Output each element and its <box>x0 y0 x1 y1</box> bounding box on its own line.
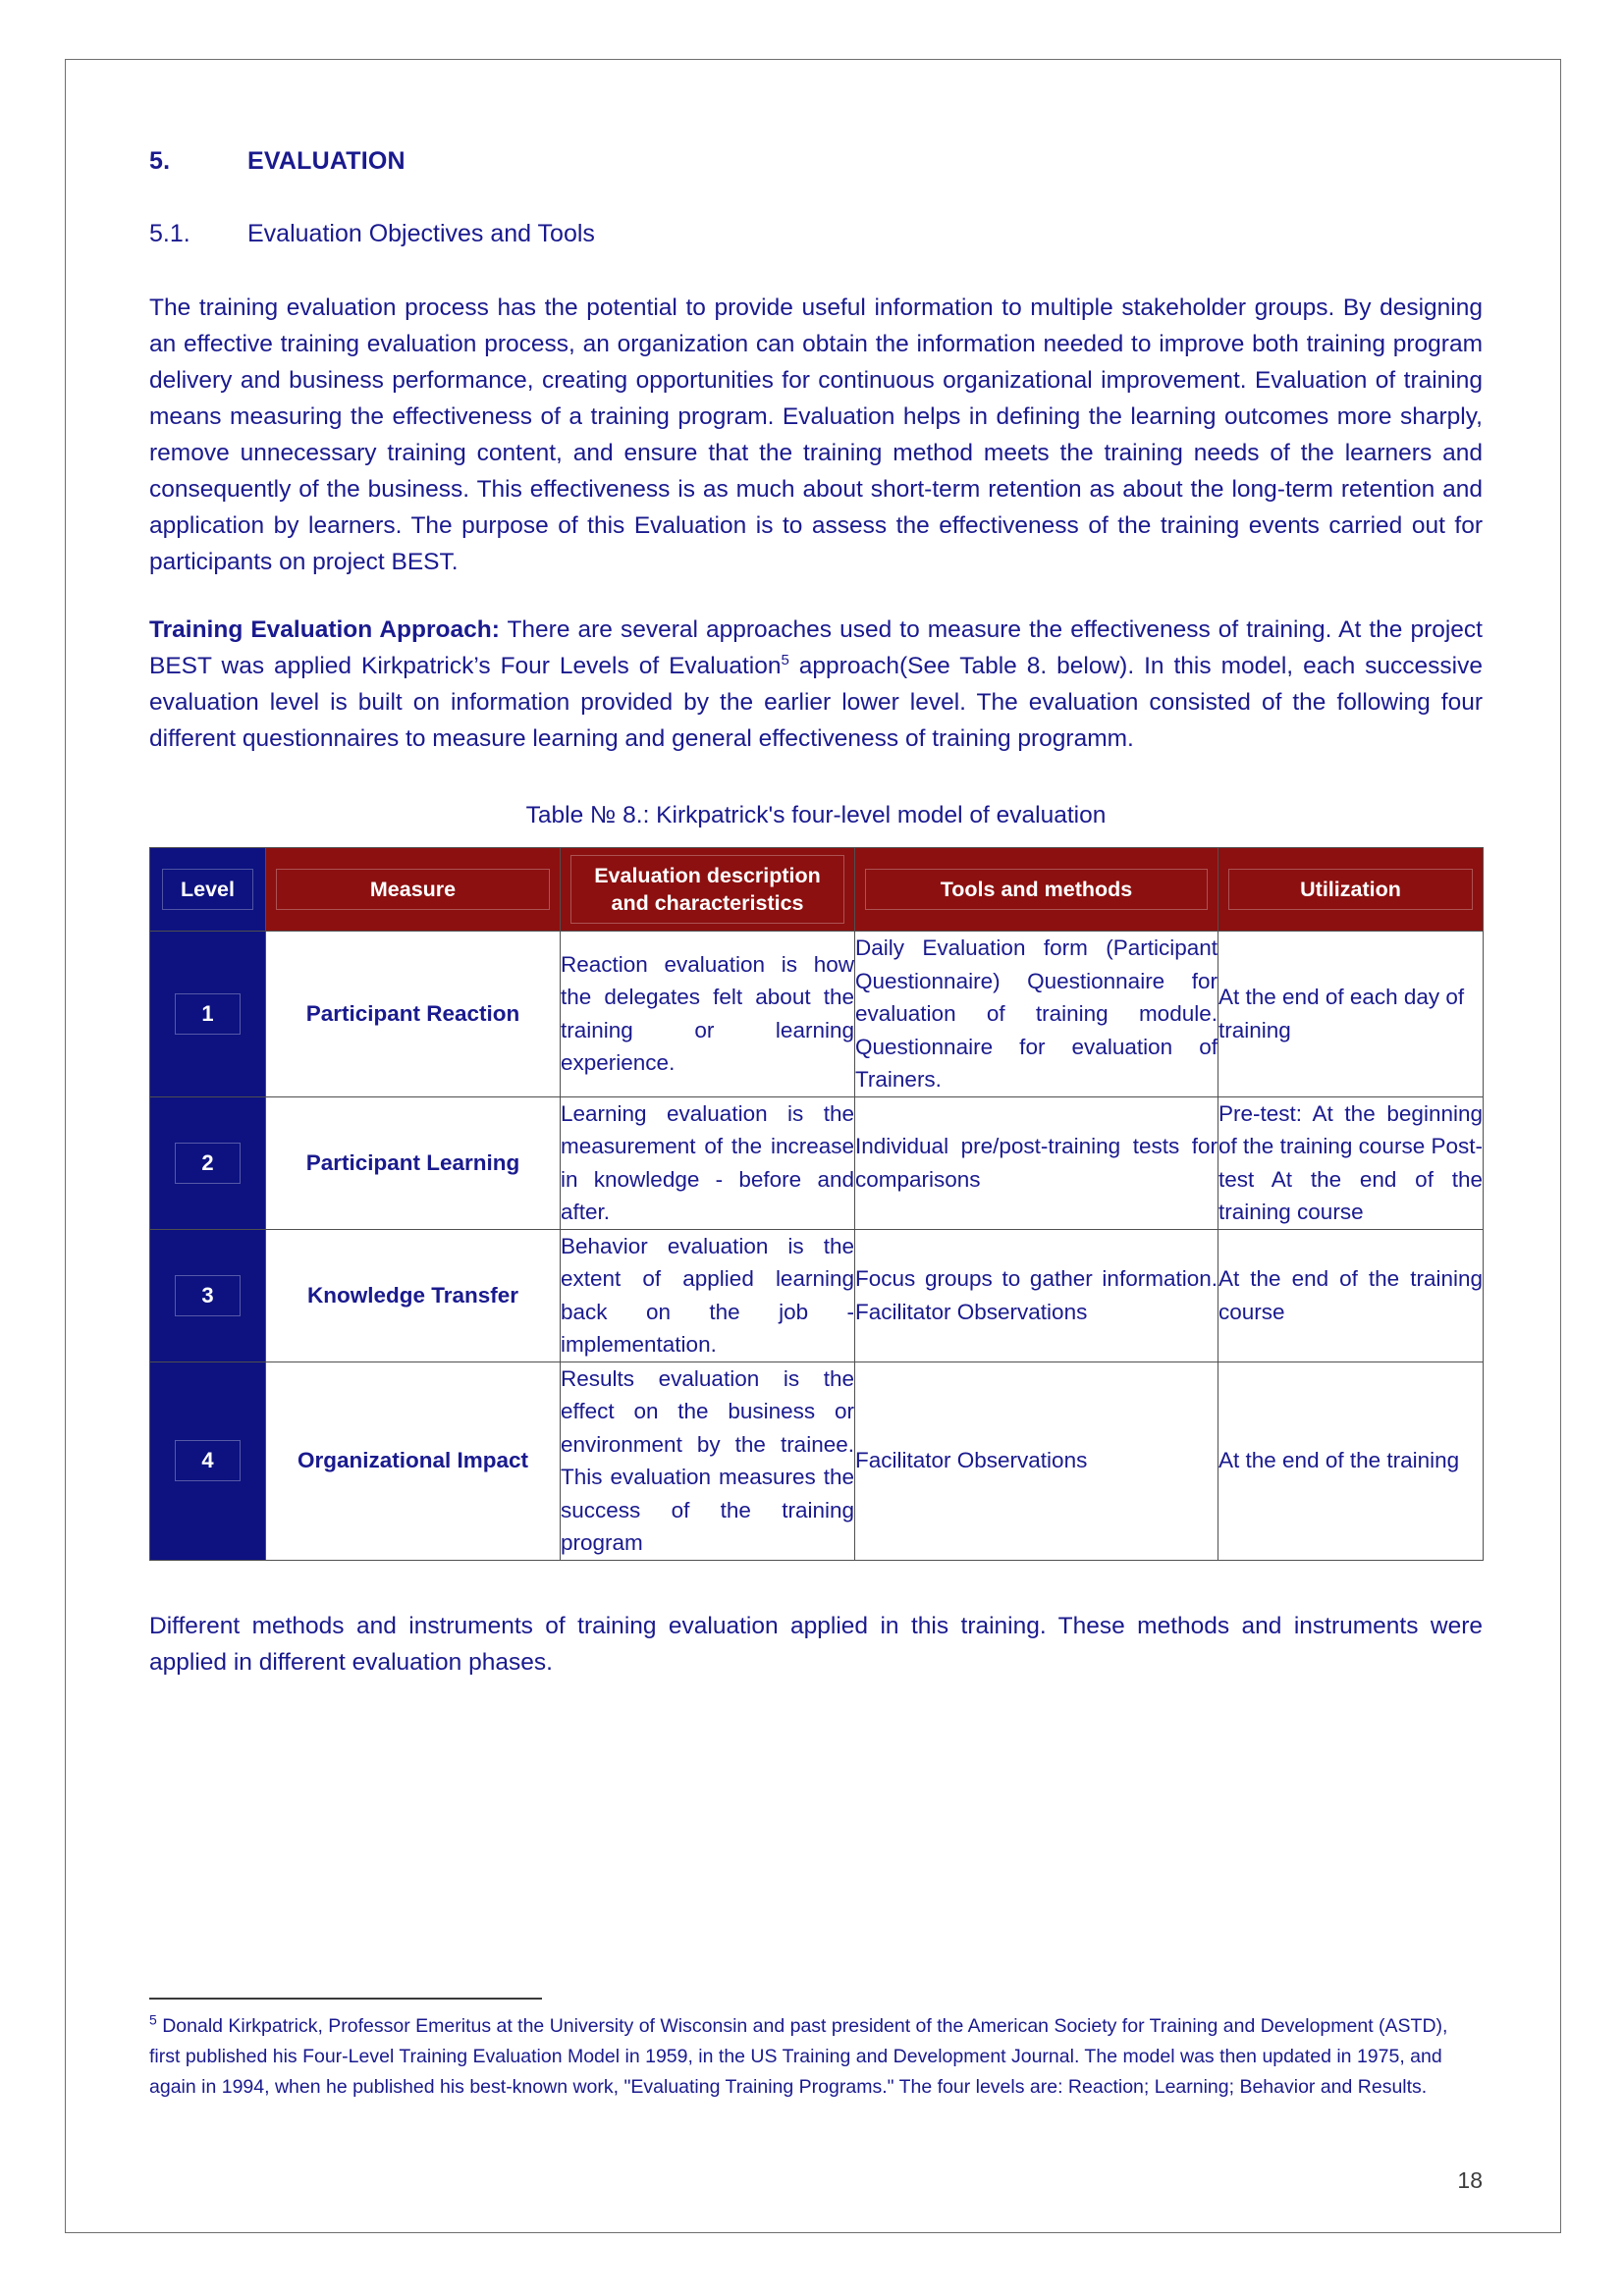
kirkpatrick-table <box>149 847 1484 1561</box>
description-header-line1: Evaluation description <box>594 864 821 887</box>
approach-label: Training Evaluation Approach: <box>149 616 500 643</box>
cell-tools: Individual pre/post-training tests for comparisons <box>855 1096 1218 1229</box>
footnote-separator <box>149 1998 542 2000</box>
cell-description: Reaction evaluation is how the delegates felt about the training or learning experience. <box>561 932 855 1097</box>
cell-description: Results evaluation is the effect on the business or environment by the trainee. This evaluation measures the success of the training program <box>561 1362 855 1560</box>
subsection-title: Evaluation Objectives and Tools <box>247 220 595 247</box>
table-row <box>150 1096 1484 1229</box>
table-row <box>150 932 1484 1097</box>
subsection-number: 5.1. <box>149 220 190 247</box>
column-header-description <box>561 848 855 932</box>
after-table-paragraph: Different methods and instruments of training evaluation applied in this training. These methods and instruments were applied in different evaluation phases. <box>149 1612 1483 1676</box>
page-content <box>149 147 1483 1712</box>
cell-tools: Daily Evaluation form (Participant Questionnaire) Questionnaire for evaluation of training module. Questionnaire for evaluation of Trainers. <box>855 932 1218 1097</box>
cell-tools: Focus groups to gather information. Facilitator Observations <box>855 1229 1218 1362</box>
cell-level: 1 <box>150 932 266 1097</box>
column-header-utilization: Utilization <box>1218 848 1484 932</box>
section-number: 5. <box>149 147 171 175</box>
cell-utilization: At the end of each day of training <box>1218 932 1484 1097</box>
footnote-body: Donald Kirkpatrick, Professor Emeritus at the University of Wisconsin and past president of the American Society for Training and Development (ASTD), first published his Four-Level Training Evaluation Model in 1959, in the US Training and Development Journal. The model was then updated in 1975, and again in 1994, when he published his best-known work, "Evaluating Training Programs." The four levels are: Reaction; Learning; Behavior and Results. <box>149 2015 1448 2098</box>
cell-level: 3 <box>150 1229 266 1362</box>
cell-level: 4 <box>150 1362 266 1560</box>
table-row <box>150 1229 1484 1362</box>
table-caption: Table № 8.: Kirkpatrick's four-level model of evaluation <box>525 802 1107 828</box>
cell-utilization: At the end of the training <box>1218 1362 1484 1560</box>
footnote-marker: 5 <box>149 2011 157 2028</box>
section-heading <box>149 147 1483 176</box>
subsection-heading <box>149 220 1483 248</box>
column-header-measure: Measure <box>266 848 561 932</box>
cell-description: Behavior evaluation is the extent of applied learning back on the job - implementation. <box>561 1229 855 1362</box>
table-row <box>150 1362 1484 1560</box>
column-header-level: Level <box>150 848 266 932</box>
cell-level: 2 <box>150 1096 266 1229</box>
cell-utilization: At the end of the training course <box>1218 1229 1484 1362</box>
approach-text-1: There are several approaches used to measure the effectiveness of training. At the project BEST was applied Kirkpatrick’s Four Levels of Evaluation <box>149 616 1483 679</box>
intro-paragraph: The training evaluation process has the potential to provide useful information to multiple stakeholder groups. By designing an effective training evaluation process, an organization can obtain the information needed to improve both training program delivery and business performance, creating opportunities for continuous organizational improvement. Evaluation of training means measuring the effectiveness of a training program. Evaluation helps in defining the learning outcomes more sharply, remove unnecessary training content, and ensure that the training method meets the training needs of the learners and consequently of the business. This effectiveness is as much about short-term retention as about the long-term retention and application by learners. The purpose of this Evaluation is to assess the effectiveness of the training events carried out for participants on project BEST. <box>149 294 1483 575</box>
cell-description: Learning evaluation is the measurement of the increase in knowledge - before and after. <box>561 1096 855 1229</box>
approach-text-2: approach(See Table 8. below). In this model, each successive evaluation level is built on information provided by the earlier lower level. The evaluation consisted of the following four different questionnaires to measure learning and general effectiveness of training programm. <box>149 653 1483 752</box>
cell-measure: Participant Learning <box>266 1096 561 1229</box>
cell-measure: Participant Reaction <box>266 932 561 1097</box>
footnote-reference-marker: 5 <box>781 651 789 668</box>
cell-tools: Facilitator Observations <box>855 1362 1218 1560</box>
footnote-block <box>149 1998 1483 2103</box>
footnote-text <box>149 2011 1483 2103</box>
column-header-tools: Tools and methods <box>855 848 1218 932</box>
section-title: EVALUATION <box>247 147 406 175</box>
cell-measure: Knowledge Transfer <box>266 1229 561 1362</box>
description-header-line2: and characteristics <box>611 891 804 915</box>
cell-measure: Organizational Impact <box>266 1362 561 1560</box>
page-number: 18 <box>1457 2167 1483 2193</box>
approach-paragraph <box>149 612 1483 757</box>
table-header-row <box>150 848 1484 932</box>
cell-utilization: Pre-test: At the beginning of the training course Post-test At the end of the training course <box>1218 1096 1484 1229</box>
